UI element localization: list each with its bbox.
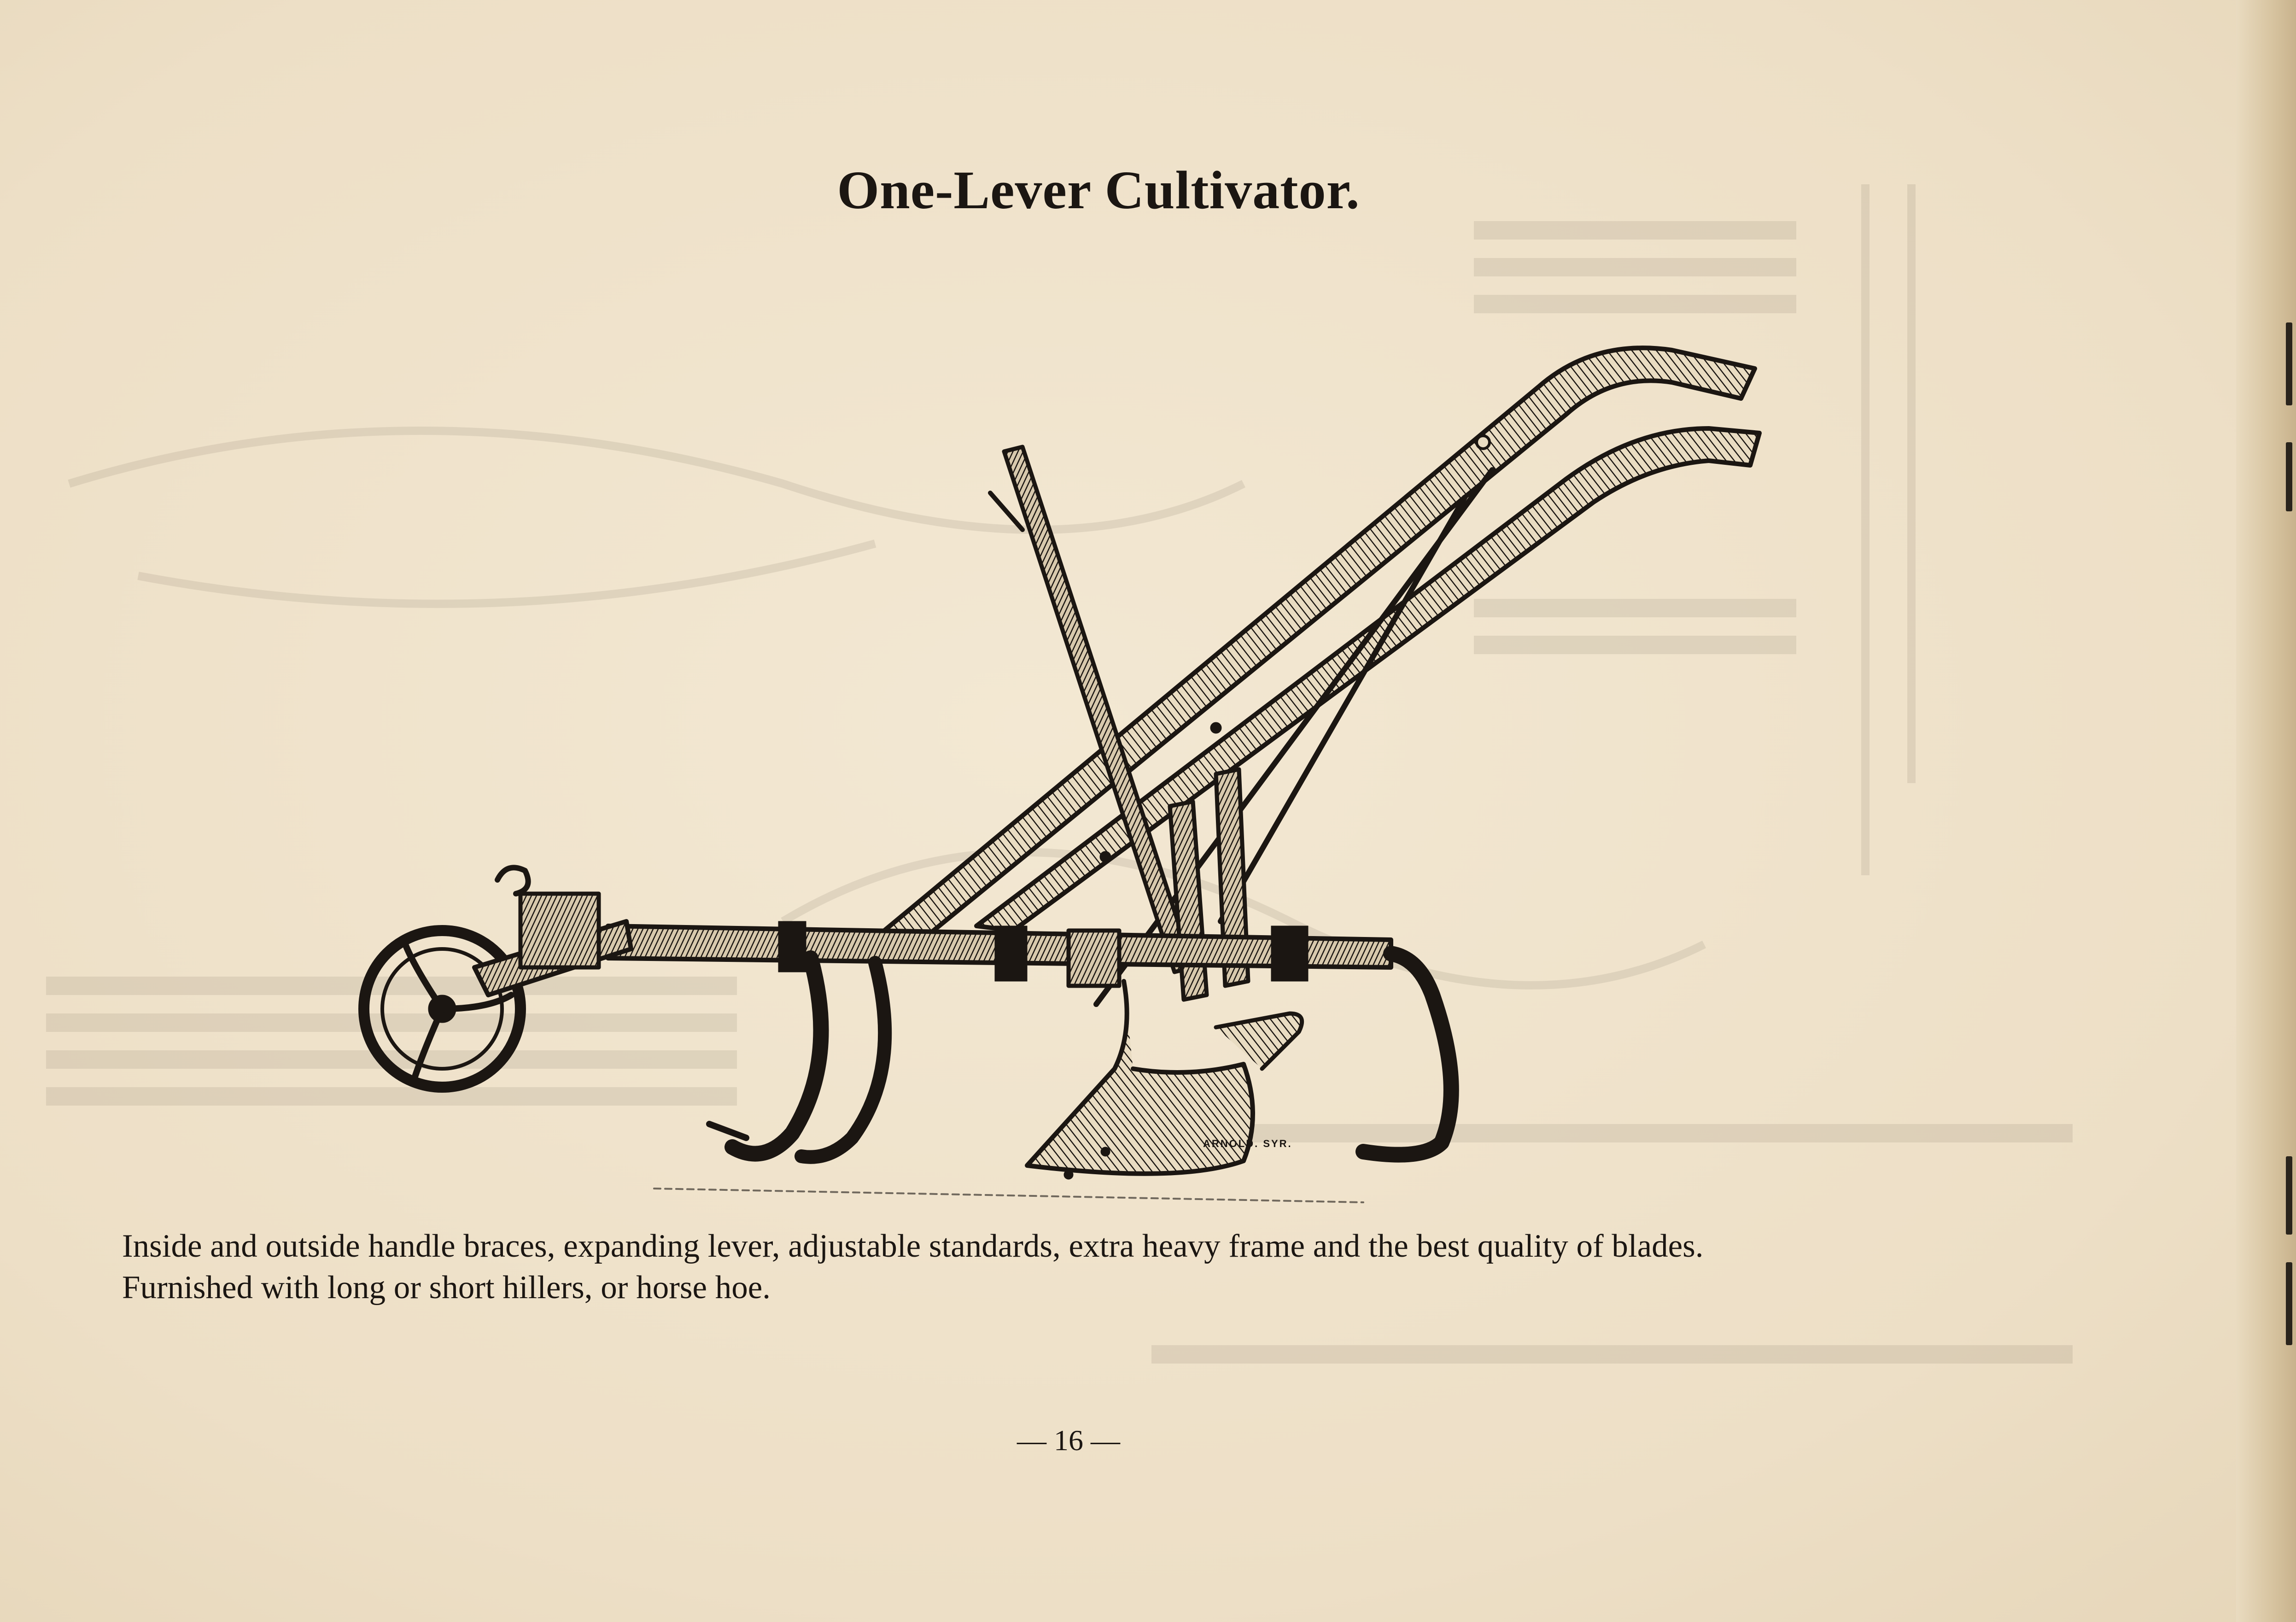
description-paragraph: Furnished with long or short hillers, or horse hoe.: [122, 1270, 771, 1306]
binding-thread-mark: [2286, 1262, 2292, 1345]
description-paragraph: Inside and outside handle braces, expanding lever, adjustable standards, extra heavy frame and the best quality of blades.: [122, 1228, 1704, 1264]
engraver-mark: ARNOLD. SYR.: [1203, 1138, 1292, 1149]
description: [37, 1225, 2093, 1308]
binding-thread-mark: [2286, 322, 2292, 405]
page-title: One-Lever Cultivator.: [837, 160, 1360, 220]
binding-thread-mark: [2286, 442, 2292, 511]
binding-gutter: [2236, 0, 2296, 1622]
page-number: — 16 —: [1017, 1424, 1120, 1457]
binding-thread-mark: [2286, 1156, 2292, 1235]
cultivator-engraving-icon: [350, 313, 1824, 1212]
